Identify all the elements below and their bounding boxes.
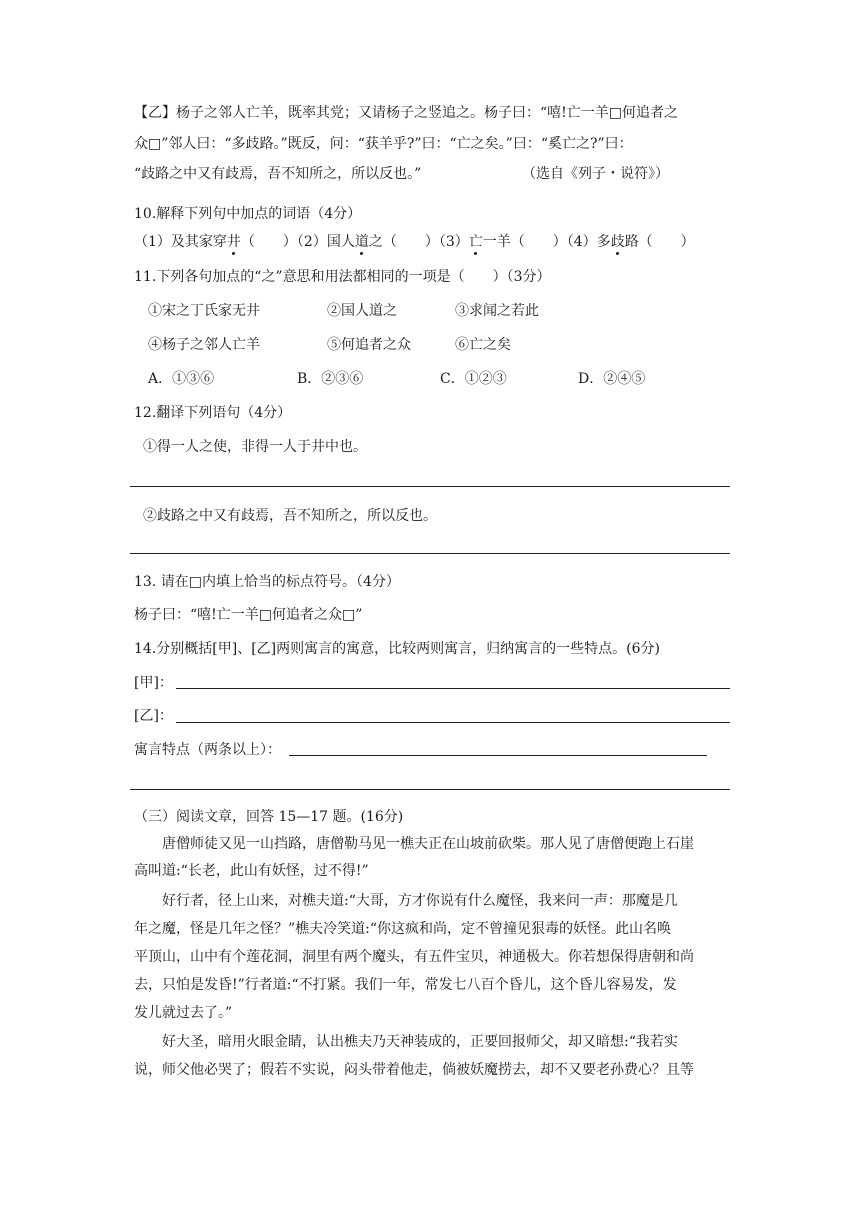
section3-line: 发儿就过去了。” xyxy=(134,1005,233,1021)
q11-choice-b[interactable]: B．②③⑥ xyxy=(297,371,364,387)
q10-p2-prefix: （2）国人 xyxy=(296,234,355,250)
q12-answer-line-2[interactable] xyxy=(130,553,730,554)
q10-p2-dotted-word: 道 xyxy=(354,234,369,250)
q14-jia-label: [甲]： xyxy=(134,675,173,691)
q12-title: 12.翻译下列语句（4分） xyxy=(134,405,292,421)
q13-title: 13. 请在□内填上恰当的标点符号。（4分） xyxy=(134,574,400,590)
q14-yi-label: [乙]： xyxy=(134,708,173,724)
q14-extra-answer-line[interactable] xyxy=(130,789,730,790)
q11-item: ②国人道之 xyxy=(327,303,397,319)
q11-item: ⑥亡之矣 xyxy=(455,337,511,353)
q14-title: 14.分别概括[甲]、[乙]两则寓言的寓意，比较两则寓言，归纳寓言的一些特点。(6分) xyxy=(134,641,660,657)
q11-item: ③求闻之若此 xyxy=(455,303,539,319)
section3-line: 说，师父他必哭了；假若不实说，闷头带着他走，倘被妖魔捞去，却不又要老孙费心？且等 xyxy=(134,1062,694,1078)
q11-title: 11.下列各句加点的“之”意思和用法都相同的一项是（ ）（3分） xyxy=(134,269,551,285)
section3-line: 唐僧师徒又见一山挡路，唐僧勒马见一樵夫正在山坡前砍柴。那人见了唐僧便跑上石崖 xyxy=(162,836,694,852)
q12-sentence-1: ①得一人之使，非得一人于井中也。 xyxy=(143,439,367,455)
section3-line: 好行者，径上山来，对樵夫道:“大哥，方才你说有什么魔怪，我来问一声：那魔是几 xyxy=(162,893,678,909)
q11-item: ①宋之丁氏家无井 xyxy=(148,303,260,319)
section3-heading: （三）阅读文章，回答 15—17 题。(16分) xyxy=(134,809,404,825)
q10-p4-rest[interactable]: 路（ ） xyxy=(624,234,695,250)
q10-p1-dotted-word: 井 xyxy=(226,234,241,250)
passage-yi-line-2: 众□”邻人曰：“多歧路。”既反，问：“获羊乎?”曰：“亡之矣。”曰：“奚亡之?”曰： xyxy=(134,136,633,152)
section3-line: 平顶山，山中有个莲花洞，洞里有两个魔头，有五件宝贝，神通极大。你若想保得唐朝和尚 xyxy=(134,949,694,965)
q10-p2-rest[interactable]: 之（ ） xyxy=(368,234,439,250)
q10-title: 10.解释下列句中加点的词语（4分） xyxy=(134,206,362,222)
q11-choice-c[interactable]: C．①②③ xyxy=(440,371,507,387)
q10-p4-dotted-word: 歧 xyxy=(610,234,625,250)
q14-jia-answer-line[interactable] xyxy=(176,688,730,689)
section3-line: 好大圣，暗用火眼金睛，认出樵夫乃天神装成的，正要回报师父，却又暗想:“我若实 xyxy=(162,1034,678,1050)
passage-yi-line-3 xyxy=(134,165,421,183)
section3-line: 年之魔，怪是几年之怪？”樵夫冷笑道:“你这疯和尚，定不曾撞见狠毒的妖怪。此山名唤 xyxy=(134,921,672,937)
q10-p1-prefix: （1）及其家穿 xyxy=(134,234,227,250)
q12-answer-line-1[interactable] xyxy=(130,486,730,487)
q10-p3-rest[interactable]: 一羊（ ） xyxy=(482,234,567,250)
q10-parts xyxy=(134,233,695,251)
passage-yi-line-1: 【乙】杨子之邻人亡羊，既率其党；又请杨子之竖追之。杨子曰：“嘻!亡一羊□何追者之 xyxy=(134,105,679,121)
q11-choice-a[interactable]: A．①③⑥ xyxy=(148,371,215,387)
q10-p1-blank[interactable]: （ ） xyxy=(240,234,297,250)
q10-p3-dotted-word: 亡 xyxy=(468,234,483,250)
q10-p4-prefix: （4）多 xyxy=(566,234,611,250)
section3-line: 高叫道:“长老，此山有妖怪，过不得!” xyxy=(134,863,369,879)
q10-p3-prefix: （3） xyxy=(438,234,469,250)
passage-yi-line-3-text: “歧路之中又有歧焉，吾不知所之，所以反也。” xyxy=(134,166,422,182)
q13-text: 杨子曰：“嘻!亡一羊□何追者之众□” xyxy=(134,607,363,623)
q14-yi-answer-line[interactable] xyxy=(176,722,730,723)
q14-features-label: 寓言特点（两条以上）： xyxy=(134,742,281,758)
passage-yi-source: （选自《列子・说符》） xyxy=(522,166,669,182)
q14-features-answer-line[interactable] xyxy=(289,755,707,756)
section3-line: 去，只怕是发昏!”行者道:“不打紧。我们一年，常发七八百个昏儿，这个昏儿容易发，发 xyxy=(134,977,677,993)
q11-item: ④杨子之邻人亡羊 xyxy=(148,337,260,353)
q12-sentence-2: ②歧路之中又有歧焉，吾不知所之，所以反也。 xyxy=(143,508,437,524)
q11-item: ⑤何追者之众 xyxy=(327,337,411,353)
q11-choice-d[interactable]: D．②④⑤ xyxy=(578,371,646,387)
